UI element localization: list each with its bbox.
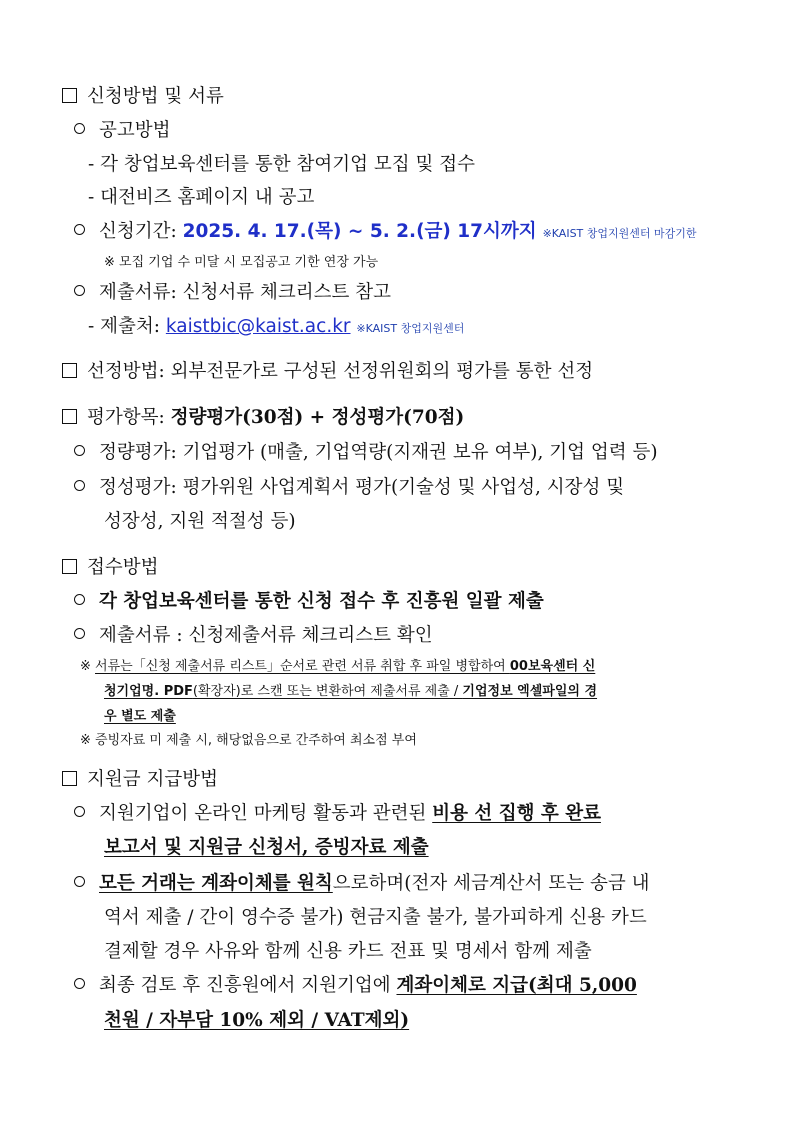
reception-note-line-2: 청기업명. PDF(확장자)로 스캔 또는 변환하여 제출서류 제출 / 기업정보 엑셀파일의 경 xyxy=(104,684,598,699)
submit-email-link[interactable]: kaistbic@kaist.ac.kr xyxy=(165,316,351,337)
announce-line-2: - 대전비즈 홈페이지 내 공고 xyxy=(88,187,315,208)
period-note: ※KAIST 창업지원센터 마감기한 xyxy=(542,227,697,240)
checkbox-square-icon xyxy=(62,559,77,574)
item-announce-method: 공고방법 xyxy=(74,119,170,143)
reception-note-evidence: ※ 증빙자료 미 제출 시, 해당없음으로 간주하여 최소점 부여 xyxy=(80,733,417,748)
reception-note-line-1: ※ 서류는「신청 제출서류 리스트」순서로 관련 서류 취합 후 파일 병합하여 00보육센터 신 xyxy=(80,659,596,674)
item-reception-1: 각 창업보육센터를 통한 신청 접수 후 진흥원 일괄 제출 xyxy=(74,590,544,614)
section-heading-reception: 접수방법 xyxy=(62,556,158,580)
item-submit-to: - 제출처: kaistbic@kaist.ac.kr ※KAIST 창업지원센터 xyxy=(88,316,465,337)
checkbox-square-icon xyxy=(62,771,77,786)
item-reception-2: 제출서류 : 신청제출서류 체크리스트 확인 xyxy=(74,624,433,648)
section-heading-selection: 선정방법: 외부전문가로 구성된 선정위원회의 평가를 통한 선정 xyxy=(62,360,593,384)
checkbox-square-icon xyxy=(62,363,77,378)
item-quant-eval: 정량평가: 기업평가 (매출, 기업역량(지재권 보유 여부), 기업 업력 등) xyxy=(74,441,658,465)
item-payment-3: 최종 검토 후 진흥원에서 지원기업에 계좌이체로 지급(최대 5,000 xyxy=(74,974,637,998)
circle-bullet-icon xyxy=(74,594,85,605)
announce-line-1: - 각 창업보육센터를 통한 참여기업 모집 및 접수 xyxy=(88,154,475,175)
item-payment-1: 지원기업이 온라인 마케팅 활동과 관련된 비용 선 집행 후 완료 xyxy=(74,802,601,826)
item-qual-eval: 정성평가: 평가위원 사업계획서 평가(기술성 및 사업성, 시장성 및 xyxy=(74,476,624,500)
reception-note-line-3: 우 별도 제출 xyxy=(104,709,176,724)
circle-bullet-icon xyxy=(74,123,85,134)
circle-bullet-icon xyxy=(74,806,85,817)
section-heading-apply: 신청방법 및 서류 xyxy=(62,85,224,109)
circle-bullet-icon xyxy=(74,285,85,296)
checkbox-square-icon xyxy=(62,88,77,103)
circle-bullet-icon xyxy=(74,480,85,491)
circle-bullet-icon xyxy=(74,224,85,235)
item-payment-2: 모든 거래는 계좌이체를 원칙으로하며(전자 세금계산서 또는 송금 내 xyxy=(74,872,649,896)
submit-note: ※KAIST 창업지원센터 xyxy=(356,322,465,335)
item-apply-period: 신청기간: 2025. 4. 17.(목) ~ 5. 2.(금) 17시까지 ※KAIST 창업지원센터 마감기한 xyxy=(74,220,697,246)
section-heading-evaluation: 평가항목: 정량평가(30점) + 정성평가(70점) xyxy=(62,406,464,430)
qual-eval-line-2: 성장성, 지원 적절성 등) xyxy=(104,511,296,532)
circle-bullet-icon xyxy=(74,876,85,887)
circle-bullet-icon xyxy=(74,978,85,989)
payment-1-line-2: 보고서 및 지원금 신청서, 증빙자료 제출 xyxy=(104,837,429,858)
payment-2-line-3: 결제할 경우 사유와 함께 신용 카드 전표 및 명세서 함께 제출 xyxy=(104,941,592,962)
circle-bullet-icon xyxy=(74,445,85,456)
checkbox-square-icon xyxy=(62,409,77,424)
item-submit-docs: 제출서류: 신청서류 체크리스트 참고 xyxy=(74,281,391,305)
payment-2-line-2: 역서 제출 / 간이 영수증 불가) 현금지출 불가, 불가피하게 신용 카드 xyxy=(104,907,647,928)
circle-bullet-icon xyxy=(74,628,85,639)
period-value: 2025. 4. 17.(목) ~ 5. 2.(금) 17시까지 xyxy=(182,221,537,242)
period-extra-note: ※ 모집 기업 수 미달 시 모집공고 기한 연장 가능 xyxy=(104,255,379,270)
payment-3-line-2: 천원 / 자부담 10% 제외 / VAT제외) xyxy=(104,1010,410,1031)
section-heading-payment: 지원금 지급방법 xyxy=(62,768,218,792)
